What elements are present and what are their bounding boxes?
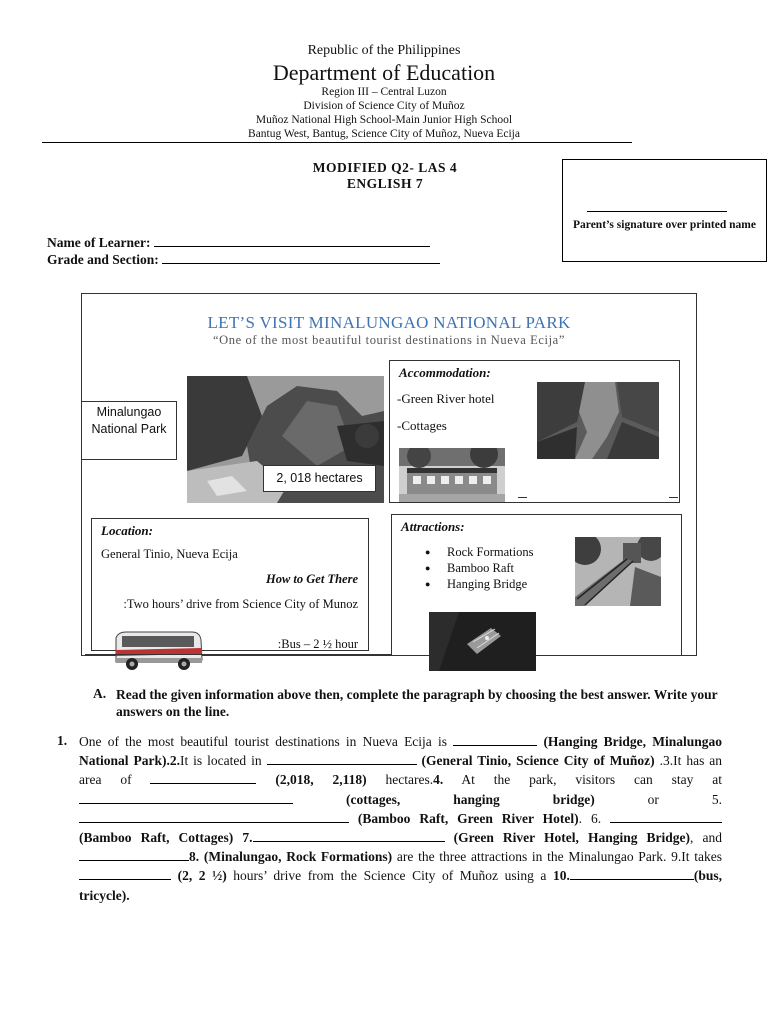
travel-info: :Two hours’ drive from Science City of Munoz <box>123 597 358 611</box>
answer-blank-6[interactable] <box>610 822 722 823</box>
answer-choices: (2,018, 2,118) <box>275 772 367 788</box>
paragraph-text: hours’ drive from the Science City of Muñoz using a <box>226 868 553 884</box>
paragraph-text: It is located in <box>179 753 267 769</box>
header-region: Region III – Central Luzon <box>321 86 447 98</box>
item-number-inline: .2. <box>166 753 180 769</box>
activity-title: MODIFIED Q2- LAS 4 <box>312 160 458 175</box>
paragraph-text: hectares. <box>366 772 434 788</box>
accommodation-item: -Green River hotel <box>397 391 495 406</box>
accommodation-heading: Accommodation: <box>399 365 491 380</box>
panel-tick <box>669 497 678 498</box>
header-division: Division of Science City of Muñoz <box>303 100 465 112</box>
item-number: 1. <box>57 733 68 748</box>
item-number-inline: 4. <box>433 772 444 788</box>
infographic-title: LET’S VISIT MINALUNGAO NATIONAL PARK <box>207 313 571 332</box>
paragraph-text: It has an area of <box>79 753 723 788</box>
header-department: Department of Education <box>272 60 496 85</box>
accommodation-item: -Cottages <box>397 418 447 433</box>
paragraph-text: One of the most beautiful tourist destinations in Nueva Ecija is <box>79 734 454 749</box>
instruction-text: Read the given information above then, complete the paragraph by choosing the best answer. Write your answers on the line. <box>116 687 718 719</box>
fill-in-paragraph <box>79 732 722 905</box>
answer-blank-1[interactable] <box>453 745 537 746</box>
grade-section-field[interactable] <box>162 263 440 264</box>
learner-name-row <box>47 235 430 251</box>
answer-blank-3[interactable] <box>150 783 256 784</box>
answer-blank-2[interactable] <box>267 764 417 765</box>
infographic-subtitle: “One of the most beautiful tourist destinations in Nueva Ecija” <box>213 333 565 347</box>
river-aerial-photo <box>537 382 659 459</box>
answer-blank-8[interactable] <box>79 860 189 861</box>
signature-line <box>587 211 727 212</box>
attraction-item: ● Rock Formations <box>425 544 533 560</box>
learner-name-label: Name of Learner: <box>47 235 151 250</box>
signature-box <box>562 159 767 262</box>
bus-icon <box>112 628 204 672</box>
location-underline <box>85 654 400 655</box>
panel-tick <box>518 497 527 498</box>
area-label: 2, 018 hectares <box>263 465 376 492</box>
item-number-inline: .3. <box>654 753 674 769</box>
answer-blank-10[interactable] <box>570 879 694 880</box>
grade-section-row <box>47 252 440 268</box>
location-value: General Tinio, Nueva Ecija <box>101 547 238 561</box>
answer-blank-5[interactable] <box>79 822 349 823</box>
paragraph-text: or 5. <box>594 791 723 807</box>
header-address: Bantug West, Bantug, Science City of Muñoz, Nueva Ecija <box>248 128 520 140</box>
signature-label: Parent’s signature over printed name <box>573 219 756 231</box>
subject-title: ENGLISH 7 <box>346 176 424 191</box>
paragraph-text: It takes <box>681 849 722 865</box>
grade-section-label: Grade and Section: <box>47 252 159 267</box>
answer-blank-4[interactable] <box>79 803 293 804</box>
travel-info: :Bus – 2 ½ hour <box>277 637 358 651</box>
item-number-inline: . 6. <box>578 810 611 826</box>
attractions-list <box>425 544 533 592</box>
paragraph-text: are the three attractions in the Minalungao Park. 9. <box>392 849 682 865</box>
location-heading: Location: <box>101 523 153 538</box>
answer-choices: (Bamboo Raft, Green River Hotel) <box>357 810 579 826</box>
bamboo-raft-photo <box>429 612 536 671</box>
answer-blank-9[interactable] <box>79 879 171 880</box>
header-divider <box>42 142 632 143</box>
learner-name-field[interactable] <box>154 246 430 247</box>
item-number-inline: 8. <box>189 849 204 865</box>
answer-blank-7[interactable] <box>253 841 445 842</box>
answer-choices: (Hanging Bridge, Minalungao National Park) <box>79 734 723 769</box>
header-republic: Republic of the Philippines <box>307 43 461 58</box>
answer-choices: (2, 2 ½) <box>177 868 227 884</box>
attraction-item: ● Bamboo Raft <box>425 560 533 576</box>
item-number-inline: 10. <box>553 868 570 884</box>
hotel-photo <box>399 448 505 502</box>
attraction-item: ● Hanging Bridge <box>425 576 533 592</box>
answer-choices: (bus, tricycle). <box>79 868 723 903</box>
answer-choices: (General Tinio, Science City of Muñoz) <box>421 753 655 769</box>
answer-choices: (Bamboo Raft, Cottages) 7. <box>79 830 253 846</box>
paragraph-text: , and <box>690 830 723 846</box>
park-name-label: Minalungao National Park <box>81 401 177 460</box>
attractions-heading: Attractions: <box>401 519 465 534</box>
answer-choices: (Green River Hotel, Hanging Bridge) <box>453 830 691 846</box>
answer-choices: (cottages, hanging bridge) <box>345 791 595 807</box>
answer-choices: (Minalungao, Rock Formations) <box>203 849 393 865</box>
instruction-letter: A. <box>93 686 107 701</box>
header-school: Muñoz National High School-Main Junior High School <box>255 114 513 126</box>
paragraph-text: At the park, visitors can stay at <box>443 772 723 788</box>
hanging-bridge-photo <box>575 537 661 606</box>
how-to-get-there-heading: How to Get There <box>265 572 358 586</box>
